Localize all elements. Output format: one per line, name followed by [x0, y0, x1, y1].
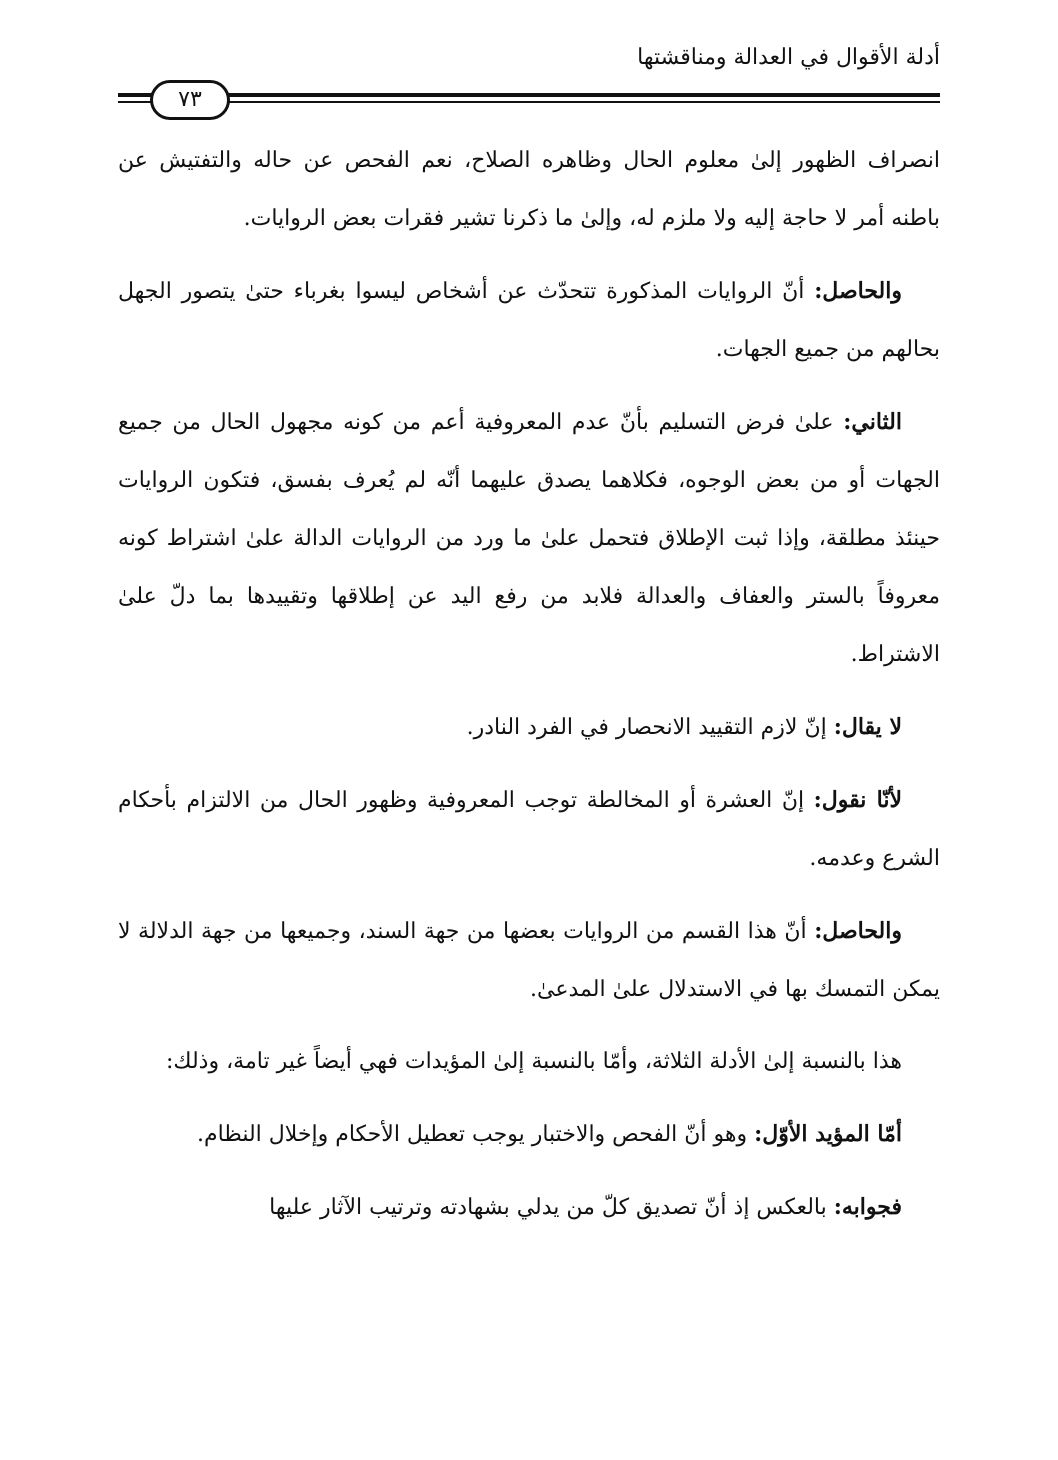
paragraph-1-text: انصراف الظهور إلىٰ معلوم الحال وظاهره الصلاح، نعم الفحص عن حاله والتفتيش عن باطنه أمر لا حاجة إليه ولا ملزم له، وإلىٰ ما ذكرنا تشير فقرات بعض الروايات. — [118, 148, 940, 231]
paragraph-6 — [118, 902, 940, 1019]
paragraph-6-lead: والحاصل: — [814, 918, 902, 944]
paragraph-8 — [118, 1105, 940, 1164]
paragraph-3 — [118, 393, 940, 684]
paragraph-1 — [118, 132, 940, 248]
paragraph-2-lead: والحاصل: — [814, 278, 902, 304]
paragraph-4-text: إنّ لازم التقييد الانحصار في الفرد النادر. — [466, 715, 834, 740]
paragraph-9-lead: فجوابه: — [833, 1194, 902, 1220]
paragraph-6-text: أنّ هذا القسم من الروايات بعضها من جهة السند، وجميعها من جهة الدلالة لا يمكن التمسك بها في الاستدلال علىٰ المدعىٰ. — [118, 919, 940, 1002]
paragraph-7-text: هذا بالنسبة إلىٰ الأدلة الثلاثة، وأمّا بالنسبة إلىٰ المؤيدات فهي أيضاً غير تامة، وذلك: — [166, 1049, 902, 1074]
paragraph-8-text: وهو أنّ الفحص والاختبار يوجب تعطيل الأحكام وإخلال النظام. — [196, 1122, 755, 1147]
paragraph-5-lead: لأنّا نقول: — [813, 787, 902, 813]
paragraph-2 — [118, 262, 940, 379]
paragraph-4-lead: لا يقال: — [833, 714, 902, 740]
body-text — [118, 132, 940, 1251]
paragraph-7 — [118, 1033, 940, 1091]
header-rule-thin-line — [118, 101, 940, 103]
header-rule — [118, 93, 940, 105]
paragraph-9 — [118, 1178, 940, 1237]
paragraph-3-text: علىٰ فرض التسليم بأنّ عدم المعروفية أعم من كونه مجهول الحال من جميع الجهات أو من بعض الوجوه، فكلاهما يصدق عليهما أنّه لم يُعرف بفسق، فتكون الروايات حينئذ مطلقة، وإذا ثبت الإطلاق فتحمل علىٰ ما ورد من الروايات الدالة علىٰ اشتراط كونه معروفاً بالستر والعفاف والعدالة فلابد من رفع اليد عن إطلاقها وتقييدها بما دلّ علىٰ الاشتراط. — [118, 410, 940, 667]
header-rule-thick-line — [118, 93, 940, 97]
paragraph-5-text: إنّ العشرة أو المخالطة توجب المعروفية وظهور الحال من الالتزام بأحكام الشرع وعدمه. — [118, 788, 940, 871]
paragraph-8-lead: أمّا المؤيد الأوّل: — [754, 1121, 902, 1147]
paragraph-5 — [118, 771, 940, 888]
running-title: أدلة الأقوال في العدالة ومناقشتها — [637, 45, 940, 70]
page-number-badge: ٧٣ — [150, 80, 230, 120]
paragraph-3-lead: الثاني: — [843, 409, 902, 435]
paragraph-4 — [118, 698, 940, 757]
paragraph-2-text: أنّ الروايات المذكورة تتحدّث عن أشخاص ليسوا بغرباء حتىٰ يتصور الجهل بحالهم من جميع الجهات. — [118, 279, 940, 362]
paragraph-9-text: بالعكس إذ أنّ تصديق كلّ من يدلي بشهادته وترتيب الآثار عليها — [269, 1195, 834, 1220]
